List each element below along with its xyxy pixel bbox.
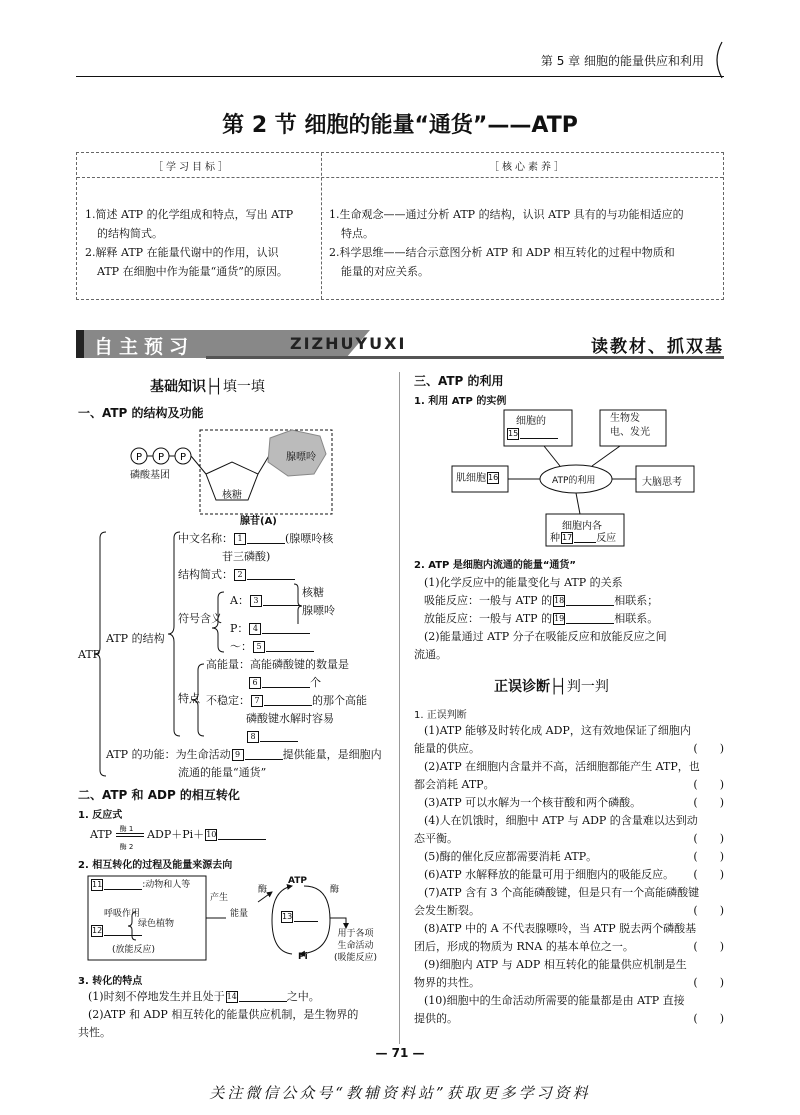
conv-atp: ATP — [288, 876, 308, 886]
conv-respiration: 呼吸作用 — [104, 909, 141, 919]
goals-box — [76, 152, 724, 300]
row-formula: 结构简式： 2 — [178, 566, 295, 584]
judge-intro: 1. 正误判断 — [414, 710, 467, 721]
row-symbol: 符号含义 — [178, 612, 222, 625]
judge-item: (7)ATP 含有 3 个高能磷酸键，但是只有一个高能磷酸键 会发生断裂。 ( ) — [414, 886, 724, 917]
use-c4: 大脑思考 — [642, 477, 682, 488]
r3: 放能反应：一般与 ATP 的 19 相联系。 — [424, 612, 659, 625]
ex-title: 1. 利用 ATP 的实例 — [414, 396, 507, 407]
goals-left: 1.简述 ATP 的化学组成和特点，写出 ATP 的结构简式。 2.解释 ATP 在能量代谢中的作用，认识 ATP 在细胞中作为能量“通货”的原因。 — [85, 208, 294, 278]
label-adenine: 腺嘌呤 — [286, 452, 316, 463]
sec1-title: 一、ATP 的结构及功能 — [78, 406, 204, 420]
conv-energy: 能量 — [230, 909, 249, 919]
banner-right: 读教材、抓双基 — [591, 337, 724, 357]
page-number: — 71 — — [375, 1046, 425, 1060]
r1: (1)化学反应中的能量变化与 ATP 的关系 — [424, 576, 623, 589]
row-feature: 特点 — [178, 692, 200, 705]
features-title: 3. 转化的特点 — [78, 976, 143, 987]
row-unstable-2: 磷酸键水解时容易 — [246, 712, 334, 725]
svg-text:P: P — [157, 452, 165, 463]
conv-animals: 11 :动物和人等 — [92, 879, 191, 890]
row-unstable-3: 8 — [246, 728, 298, 746]
sec2-title: 二、ATP 和 ADP 的相互转化 — [78, 788, 240, 802]
label-atp-root: ATP — [78, 648, 101, 661]
svg-text:P: P — [135, 452, 143, 463]
use-center: ATP的利用 — [552, 476, 596, 486]
r4: (2)能量通过 ATP 分子在吸能反应和放能反应之间 — [424, 630, 667, 643]
header-curl — [710, 40, 730, 80]
judge-item: (1)ATP 能够及时转化成 ADP，这有效地保证了细胞内 能量的供应。 ( ) — [414, 724, 724, 755]
row-adenine: 腺嘌呤 — [302, 604, 335, 617]
conv-release: (放能反应) — [112, 945, 156, 955]
conv-use: 用于各项 生命活动 (吸能反应) — [334, 929, 378, 963]
use-n15: 15 — [506, 426, 558, 444]
row-unstable: 不稳定： 7 的那个高能 — [206, 694, 367, 707]
judge-item: (10)细胞中的生命活动所需要的能量都是由 ATP 直接 提供的。 ( ) — [414, 994, 724, 1025]
column-divider — [399, 372, 400, 1044]
row-function: ATP 的功能：为生命活动 9 提供能量，是细胞内 — [106, 748, 382, 761]
footer-watermark: 关注微信公众号“教辅资料站”获取更多学习资料 — [209, 1084, 591, 1102]
conv-n13: 13 — [280, 908, 318, 926]
label-ribose: 核糖 — [222, 490, 242, 501]
row-function-2: 流通的能量“通货” — [178, 766, 267, 779]
judge-item: (9)细胞内 ATP 与 ADP 相互转化的能量供应机制是生 物界的共性。 ( ) — [414, 958, 724, 989]
label-structure: ATP 的结构 — [106, 632, 165, 645]
row-cn-name: 中文名称： 1 (腺嘌呤核 — [178, 532, 334, 545]
judge-item: (4)人在饥饿时，细胞中 ATP 与 ADP 的含量难以达到动 态平衡。 ( ) — [414, 814, 724, 845]
process-title: 2. 相互转化的过程及能量来源去向 — [78, 860, 233, 871]
r2: 吸能反应：一般与 ATP 的 18 相联系； — [424, 594, 659, 607]
feature-2b: 共性。 — [78, 1026, 111, 1039]
reaction-equation: ATP 酶 1 酶 2 ADP＋Pi＋ 10 — [90, 826, 266, 844]
r4b: 流通。 — [414, 648, 447, 661]
goals-divider — [321, 153, 322, 299]
row-tilde: ～： 5 — [230, 638, 314, 656]
conv-n12: 12 — [90, 922, 142, 940]
page-title: 第 2 节 细胞的能量“通货”——ATP — [222, 113, 578, 138]
chapter-header: 第 5 章 细胞的能量供应和利用 — [540, 54, 704, 68]
row-a: A： 3 — [230, 592, 301, 610]
basic-heading: 基础知识├┤填一填 — [150, 379, 265, 395]
judge-item: (8)ATP 中的 A 不代表腺嘌呤，当 ATP 脱去两个磷酸基 团后，形成的物质为 RNA 的基本单位之一。 ( ) — [414, 922, 724, 953]
reaction-title: 1. 反应式 — [78, 810, 123, 821]
feature-2: (2)ATP 和 ADP 相互转化的能量供应机制，是生物界的 — [88, 1008, 359, 1021]
svg-text:P: P — [179, 452, 187, 463]
use-c1: 细胞的 — [516, 416, 546, 427]
goals-right-head: ［核心素养］ — [489, 162, 567, 173]
row-ribose: 核糖 — [302, 586, 324, 599]
sec3-title: 三、ATP 的利用 — [414, 374, 504, 388]
use-c5: 细胞内各 — [562, 521, 602, 532]
use-c2: 生物发 电、发光 — [610, 413, 650, 438]
currency-title: 2. ATP 是细胞内流通的能量“通货” — [414, 560, 576, 571]
label-adenosine: 腺苷(A) — [240, 516, 277, 527]
judge-item: (6)ATP 水解释放的能量可用于细胞内的吸能反应。 ( ) — [424, 868, 724, 881]
use-c3: 肌细胞 16 — [456, 473, 499, 484]
feature-1: (1)时刻不停地发生并且处于 14 之中。 — [88, 990, 320, 1003]
header-rule — [76, 76, 724, 77]
goals-left-head: ［学习目标］ — [153, 162, 231, 173]
row-cn-name-2: 苷三磷酸) — [222, 550, 271, 563]
judge-item: (5)酶的催化反应都需要消耗 ATP。 ( ) — [424, 850, 724, 863]
goals-head-rule — [77, 177, 723, 178]
judge-item: (2)ATP 在细胞内含量并不高，活细胞都能产生 ATP，也 都会消耗 ATP。 ( ) — [414, 760, 724, 791]
conv-pi: Pi — [298, 952, 308, 962]
banner-title: 自主预习 — [94, 336, 195, 358]
goals-right: 1.生命观念——通过分析 ATP 的结构，认识 ATP 具有的与功能相适应的 特点。 2.科学思维——结合示意图分析 ATP 和 ADP 相互转化的过程中物质和 能量的对应关系。 — [329, 208, 684, 278]
section-banner — [76, 330, 724, 358]
conv-plants: 绿色植物 — [138, 919, 175, 929]
conv-enzyme-2: 酶 — [330, 885, 340, 895]
judge-heading: 正误诊断├┤判一判 — [494, 679, 609, 695]
banner-pinyin: ZIZHUYUXI — [290, 334, 407, 353]
row-high-energy-2: 6 个 — [248, 674, 321, 692]
row-p: P： 4 — [230, 620, 310, 638]
judge-list — [414, 722, 724, 1028]
conv-enzyme-1: 酶 — [258, 885, 268, 895]
label-phosphate: 磷酸基团 — [130, 470, 170, 481]
use-c5b: 种 17 反应 — [550, 533, 617, 544]
row-high-energy: 高能量：高能磷酸键的数量是 — [206, 658, 349, 671]
conv-produce: 产生 — [210, 893, 229, 903]
judge-item: (3)ATP 可以水解为一个核苷酸和两个磷酸。 ( ) — [424, 796, 724, 809]
